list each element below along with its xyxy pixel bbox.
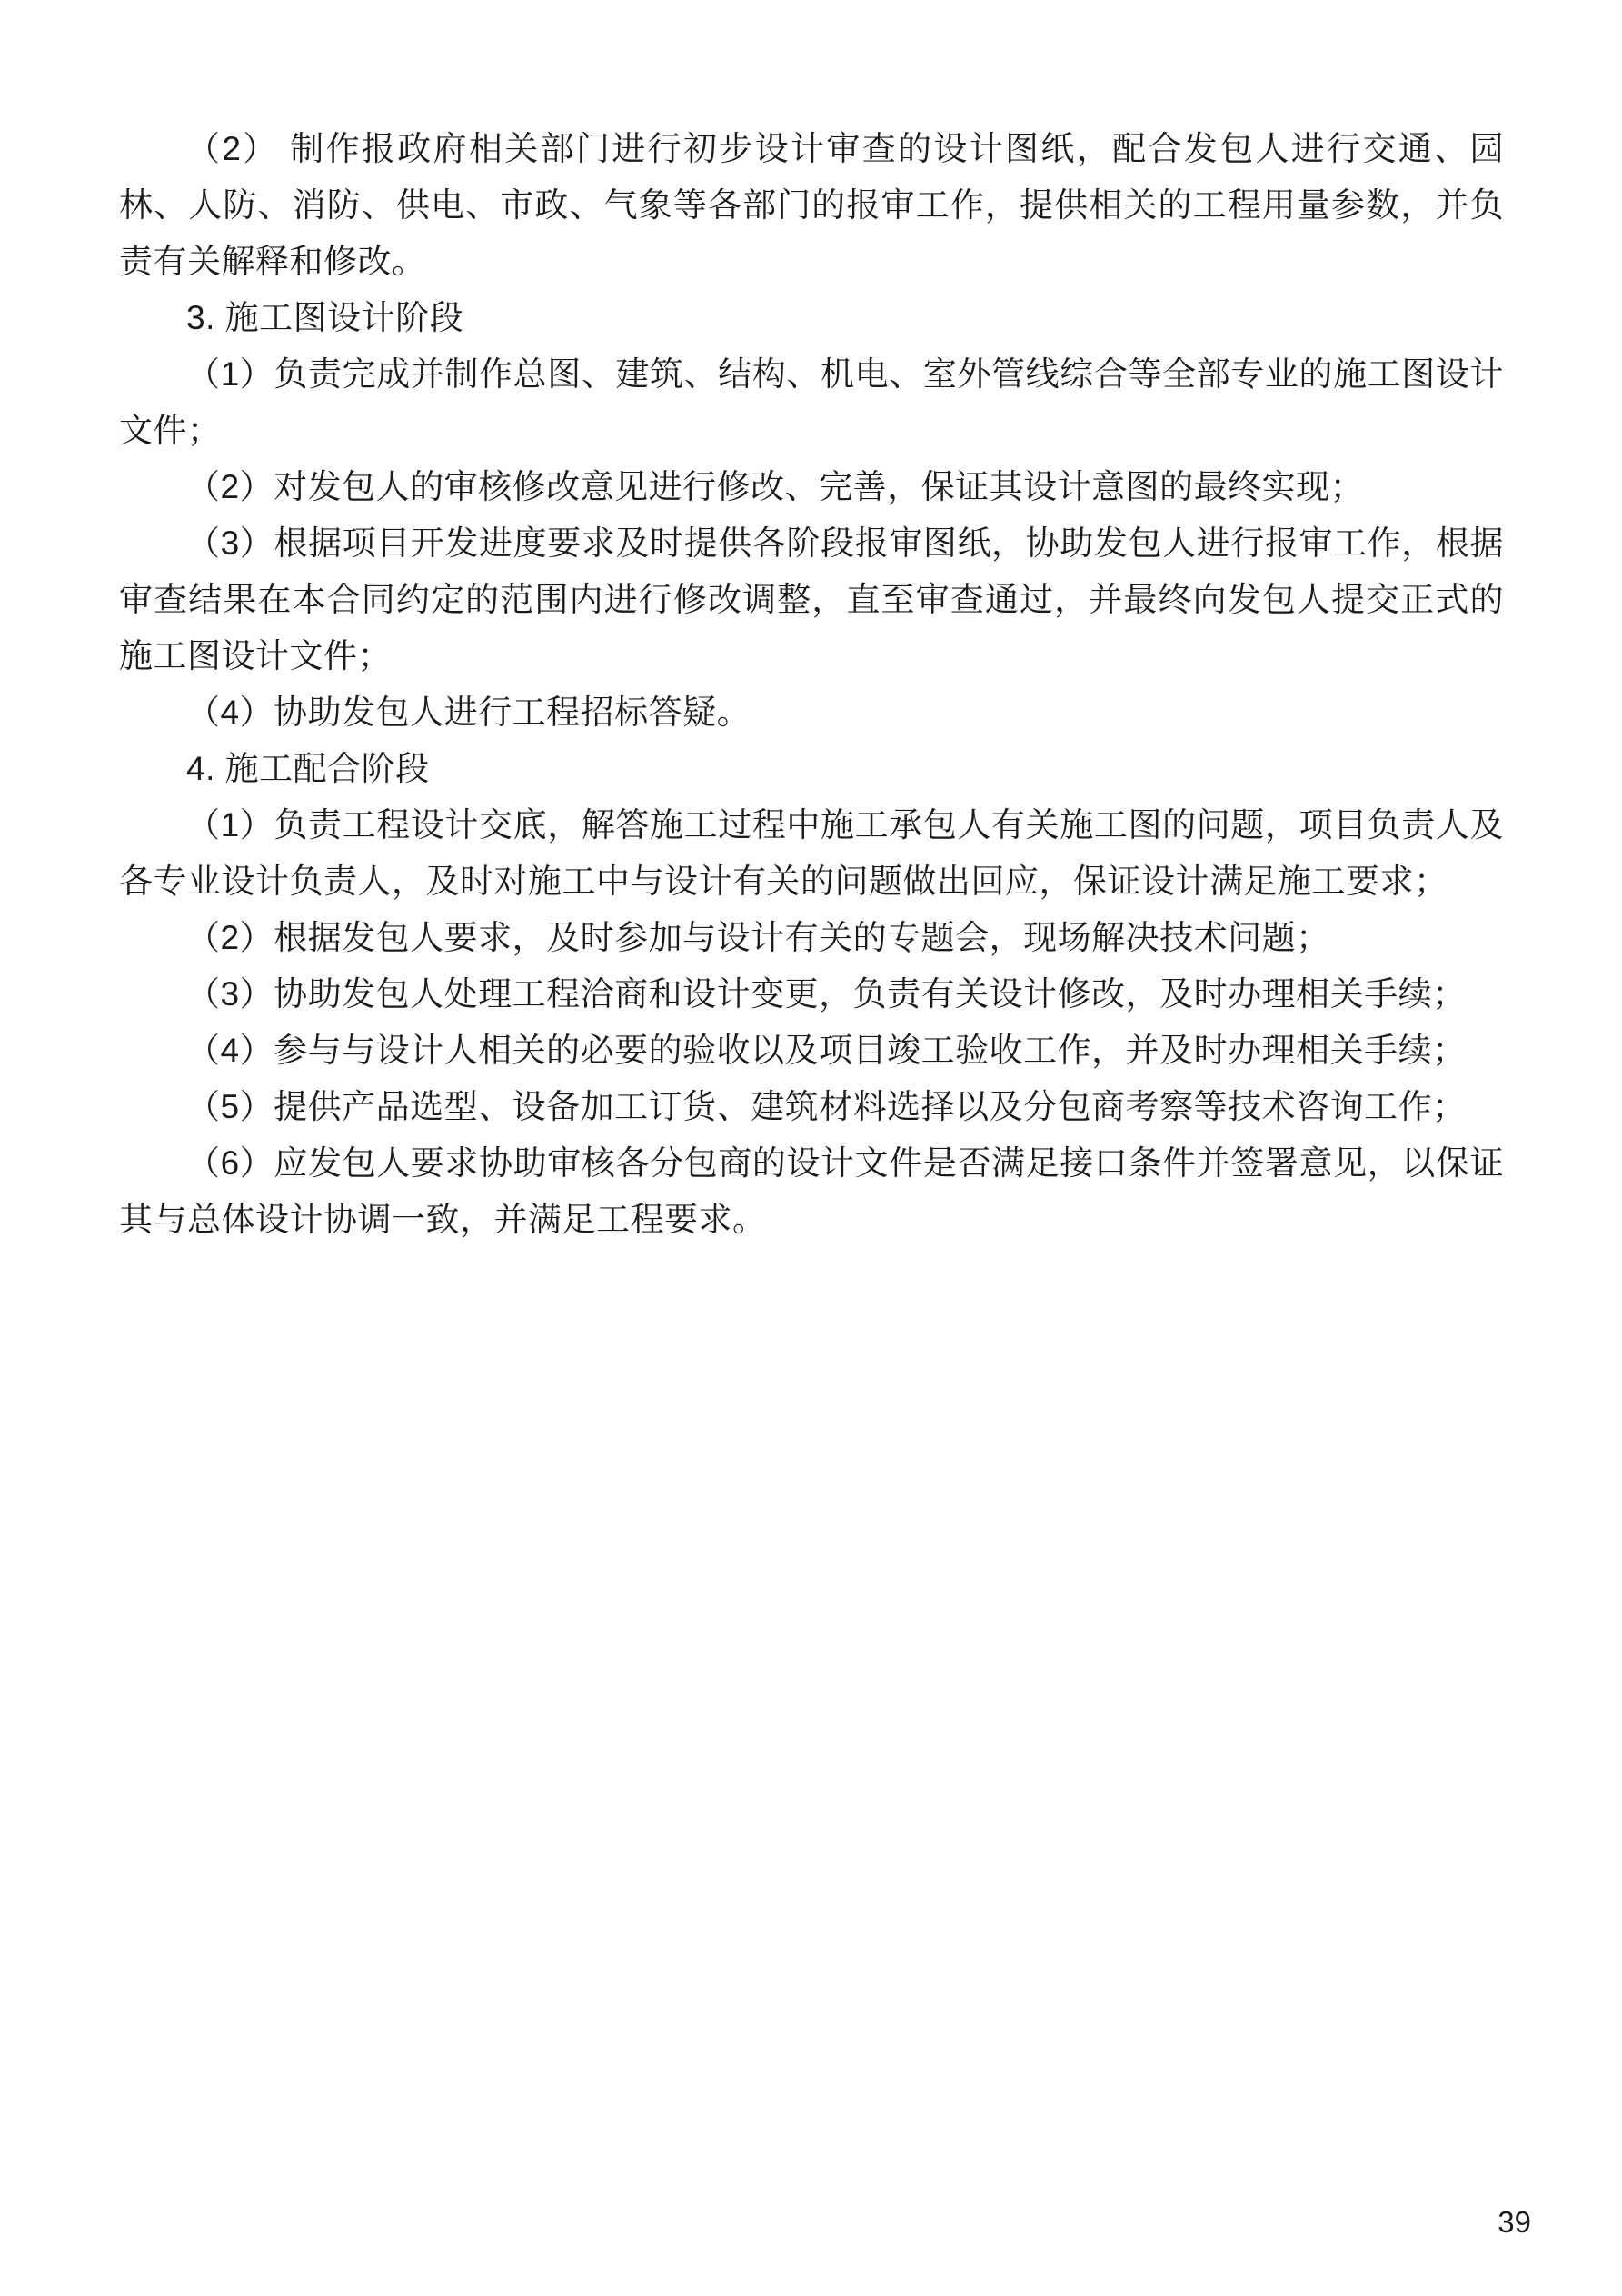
section-heading: 4. 施工配合阶段 xyxy=(186,750,430,787)
paragraph: （4）协助发包人进行工程招标答疑。 xyxy=(186,694,751,731)
paragraph: （6）应发包人要求协助审核各分包商的设计文件是否满足接口条件并签署意见，以保证其与总体设计协调一致，并满足工程要求。 xyxy=(119,1144,1504,1238)
paragraph: （2）根据发包人要求，及时参加与设计有关的专题会，现场解决技术问题； xyxy=(186,919,1330,956)
page-number: 39 xyxy=(1498,2205,1531,2239)
paragraph: （2）对发包人的审核修改意见进行修改、完善，保证其设计意图的最终实现； xyxy=(186,468,1365,505)
paragraph: （3）根据项目开发进度要求及时提供各阶段报审图纸，协助发包人进行报审工作，根据审查结果在本合同约定的范围内进行修改调整，直至审查通过，并最终向发包人提交正式的施工图设计文件； xyxy=(119,524,1504,674)
paragraph: （1）负责完成并制作总图、建筑、结构、机电、室外管线综合等全部专业的施工图设计文件； xyxy=(119,355,1504,449)
paragraph: （5）提供产品选型、设备加工订货、建筑材料选择以及分包商考察等技术咨询工作； xyxy=(186,1088,1467,1125)
paragraph: （4）参与与设计人相关的必要的验收以及项目竣工验收工作，并及时办理相关手续； xyxy=(186,1032,1467,1069)
paragraph: （1）负责工程设计交底，解答施工过程中施工承包人有关施工图的问题，项目负责人及各专业设计负责人，及时对施工中与设计有关的问题做出回应，保证设计满足施工要求； xyxy=(119,806,1504,900)
section-heading: 3. 施工图设计阶段 xyxy=(186,299,464,336)
paragraph: （3）协助发包人处理工程洽商和设计变更，负责有关设计修改，及时办理相关手续； xyxy=(186,975,1467,1013)
document-body xyxy=(119,121,1504,1248)
paragraph: （2） 制作报政府相关部门进行初步设计审查的设计图纸，配合发包人进行交通、园林、人防、消防、供电、市政、气象等各部门的报审工作，提供相关的工程用量参数，并负责有关解释和修改。 xyxy=(119,130,1504,280)
